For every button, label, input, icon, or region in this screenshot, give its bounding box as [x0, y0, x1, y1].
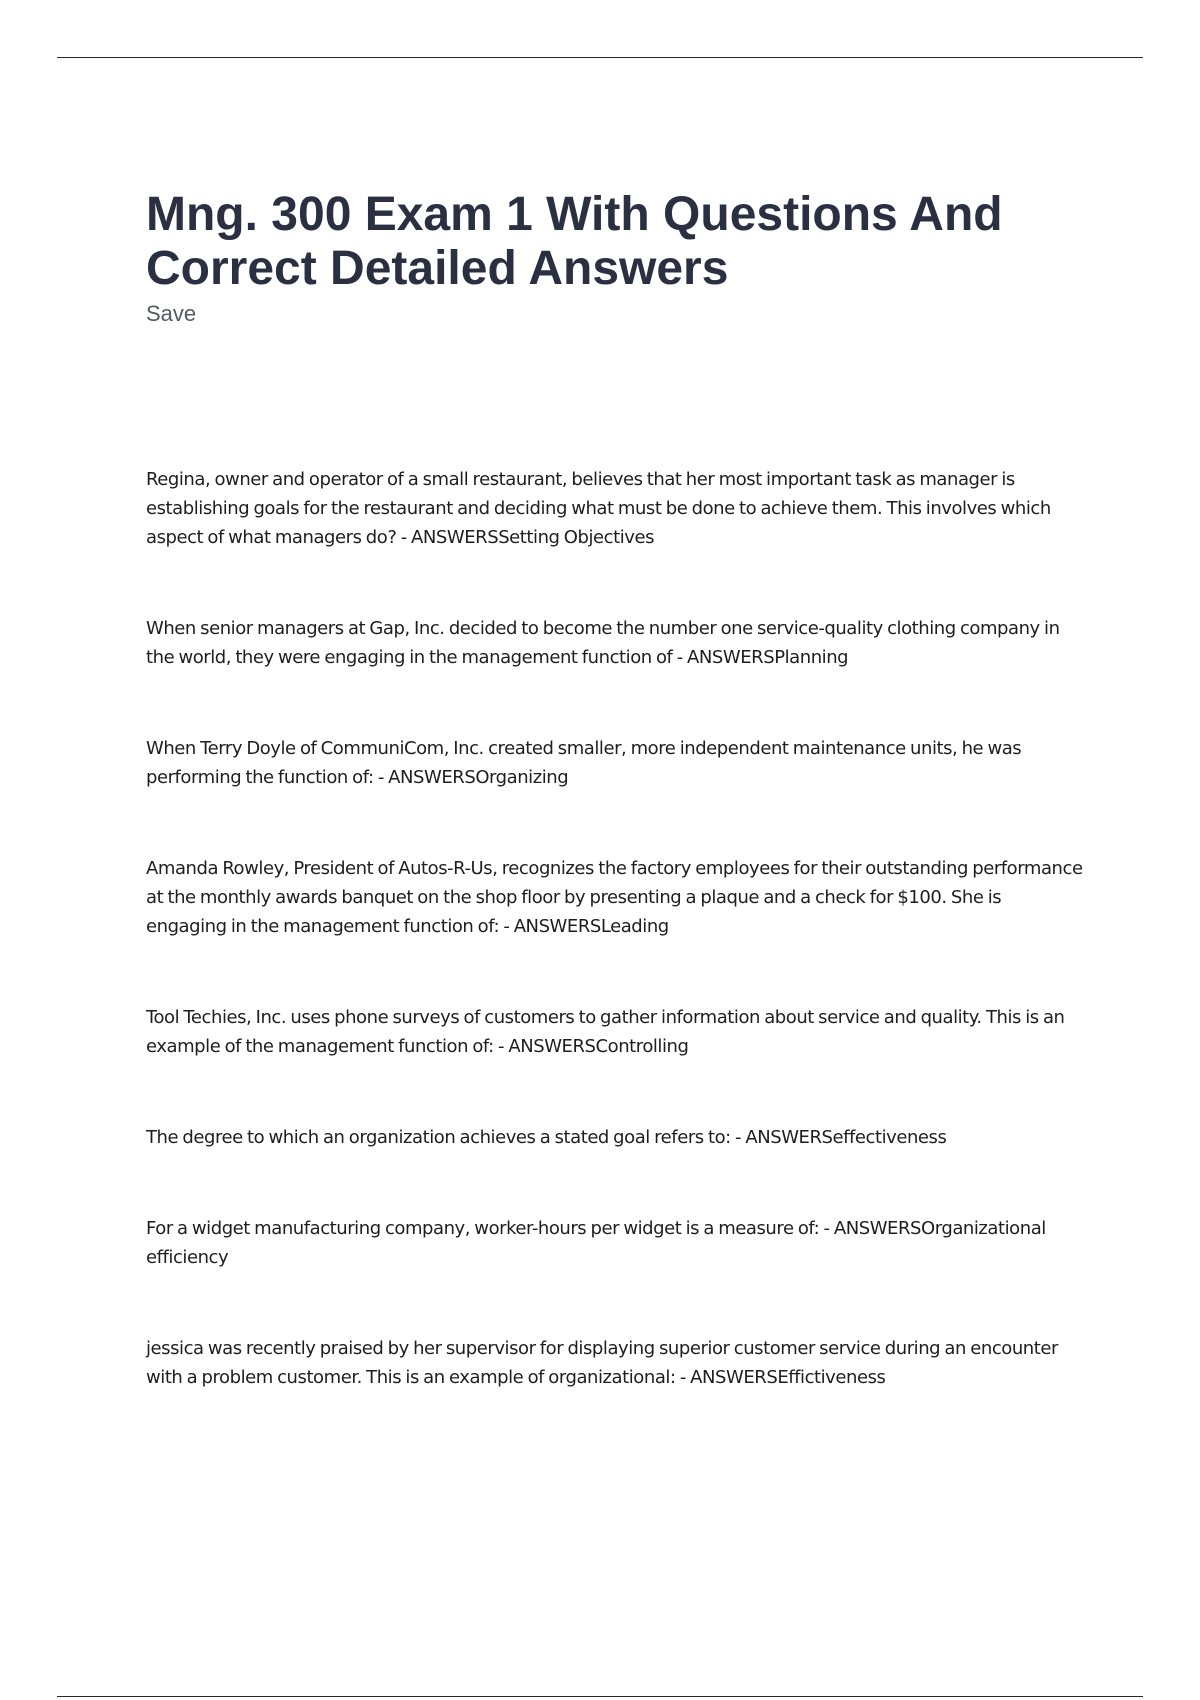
qa-item: When Terry Doyle of CommuniCom, Inc. created smaller, more independent maintenance units, he was performing the function of: - ANSWERSOrganizing: [146, 738, 1022, 788]
qa-item: The degree to which an organization achieves a stated goal refers to: - ANSWERSeffectiveness: [146, 1127, 947, 1148]
qa-item: jessica was recently praised by her supervisor for displaying superior customer service during an encounter with a problem customer. This is an example of organizational: - ANSWERSEffictiveness: [146, 1338, 1058, 1388]
qa-list: [146, 465, 1086, 1454]
question-text: Amanda Rowley, President of Autos-R-Us, recognizes the factory employees for their outstanding performance at the monthly awards banquet on the shop floor by presenting a plaque and a check for $100. She is engaging in the management function of:: [146, 858, 1083, 937]
answer-text: ANSWERSControlling: [508, 1036, 689, 1057]
answer-text: ANSWERSSetting Objectives: [411, 527, 655, 548]
question-text: When senior managers at Gap, Inc. decided to become the number one service-quality clothing company in the world, they were engaging in the management function of: [146, 618, 1060, 668]
document-header: [146, 188, 1086, 328]
answer-text: ANSWERSOrganizing: [388, 767, 569, 788]
answer-text: ANSWERSPlanning: [687, 647, 849, 668]
answer-text: ANSWERSOrganizational efficiency: [146, 1218, 1046, 1268]
question-text: jessica was recently praised by her supervisor for displaying superior customer service during an encounter with a problem customer. This is an example of organizational:: [146, 1338, 1058, 1388]
save-link[interactable]: Save: [146, 301, 197, 326]
document-title: Mng. 300 Exam 1 With Questions And Correct Detailed Answers: [146, 188, 1003, 295]
answer-text: ANSWERSEffictiveness: [690, 1367, 886, 1388]
bottom-rule: [57, 1696, 1143, 1697]
question-text: Regina, owner and operator of a small restaurant, believes that her most important task as manager is establishing goals for the restaurant and deciding what must be done to achieve them. This involves which aspect of what managers do?: [146, 469, 1051, 548]
top-rule: [57, 57, 1143, 58]
qa-item: For a widget manufacturing company, worker-hours per widget is a measure of: - ANSWERSOrganizational efficiency: [146, 1218, 1046, 1268]
qa-item: Regina, owner and operator of a small restaurant, believes that her most important task as manager is establishing goals for the restaurant and deciding what must be done to achieve them. This involves which aspect of what managers do? - ANSWERSSetting Objectives: [146, 469, 1051, 548]
question-text: The degree to which an organization achieves a stated goal refers to:: [146, 1127, 731, 1148]
answer-text: ANSWERSLeading: [513, 916, 669, 937]
question-text: For a widget manufacturing company, worker-hours per widget is a measure of:: [146, 1218, 820, 1239]
question-text: Tool Techies, Inc. uses phone surveys of customers to gather information about service and quality. This is an example of the management function of:: [146, 1007, 1065, 1057]
answer-text: ANSWERSeffectiveness: [745, 1127, 947, 1148]
question-text: When Terry Doyle of CommuniCom, Inc. created smaller, more independent maintenance units, he was performing the function of:: [146, 738, 1022, 788]
qa-item: Amanda Rowley, President of Autos-R-Us, recognizes the factory employees for their outstanding performance at the monthly awards banquet on the shop floor by presenting a plaque and a check for $100. She is engaging in the management function of: - ANSWERSLeading: [146, 858, 1083, 937]
qa-item: Tool Techies, Inc. uses phone surveys of customers to gather information about service and quality. This is an example of the management function of: - ANSWERSControlling: [146, 1007, 1065, 1057]
qa-item: When senior managers at Gap, Inc. decided to become the number one service-quality clothing company in the world, they were engaging in the management function of - ANSWERSPlanning: [146, 618, 1060, 668]
